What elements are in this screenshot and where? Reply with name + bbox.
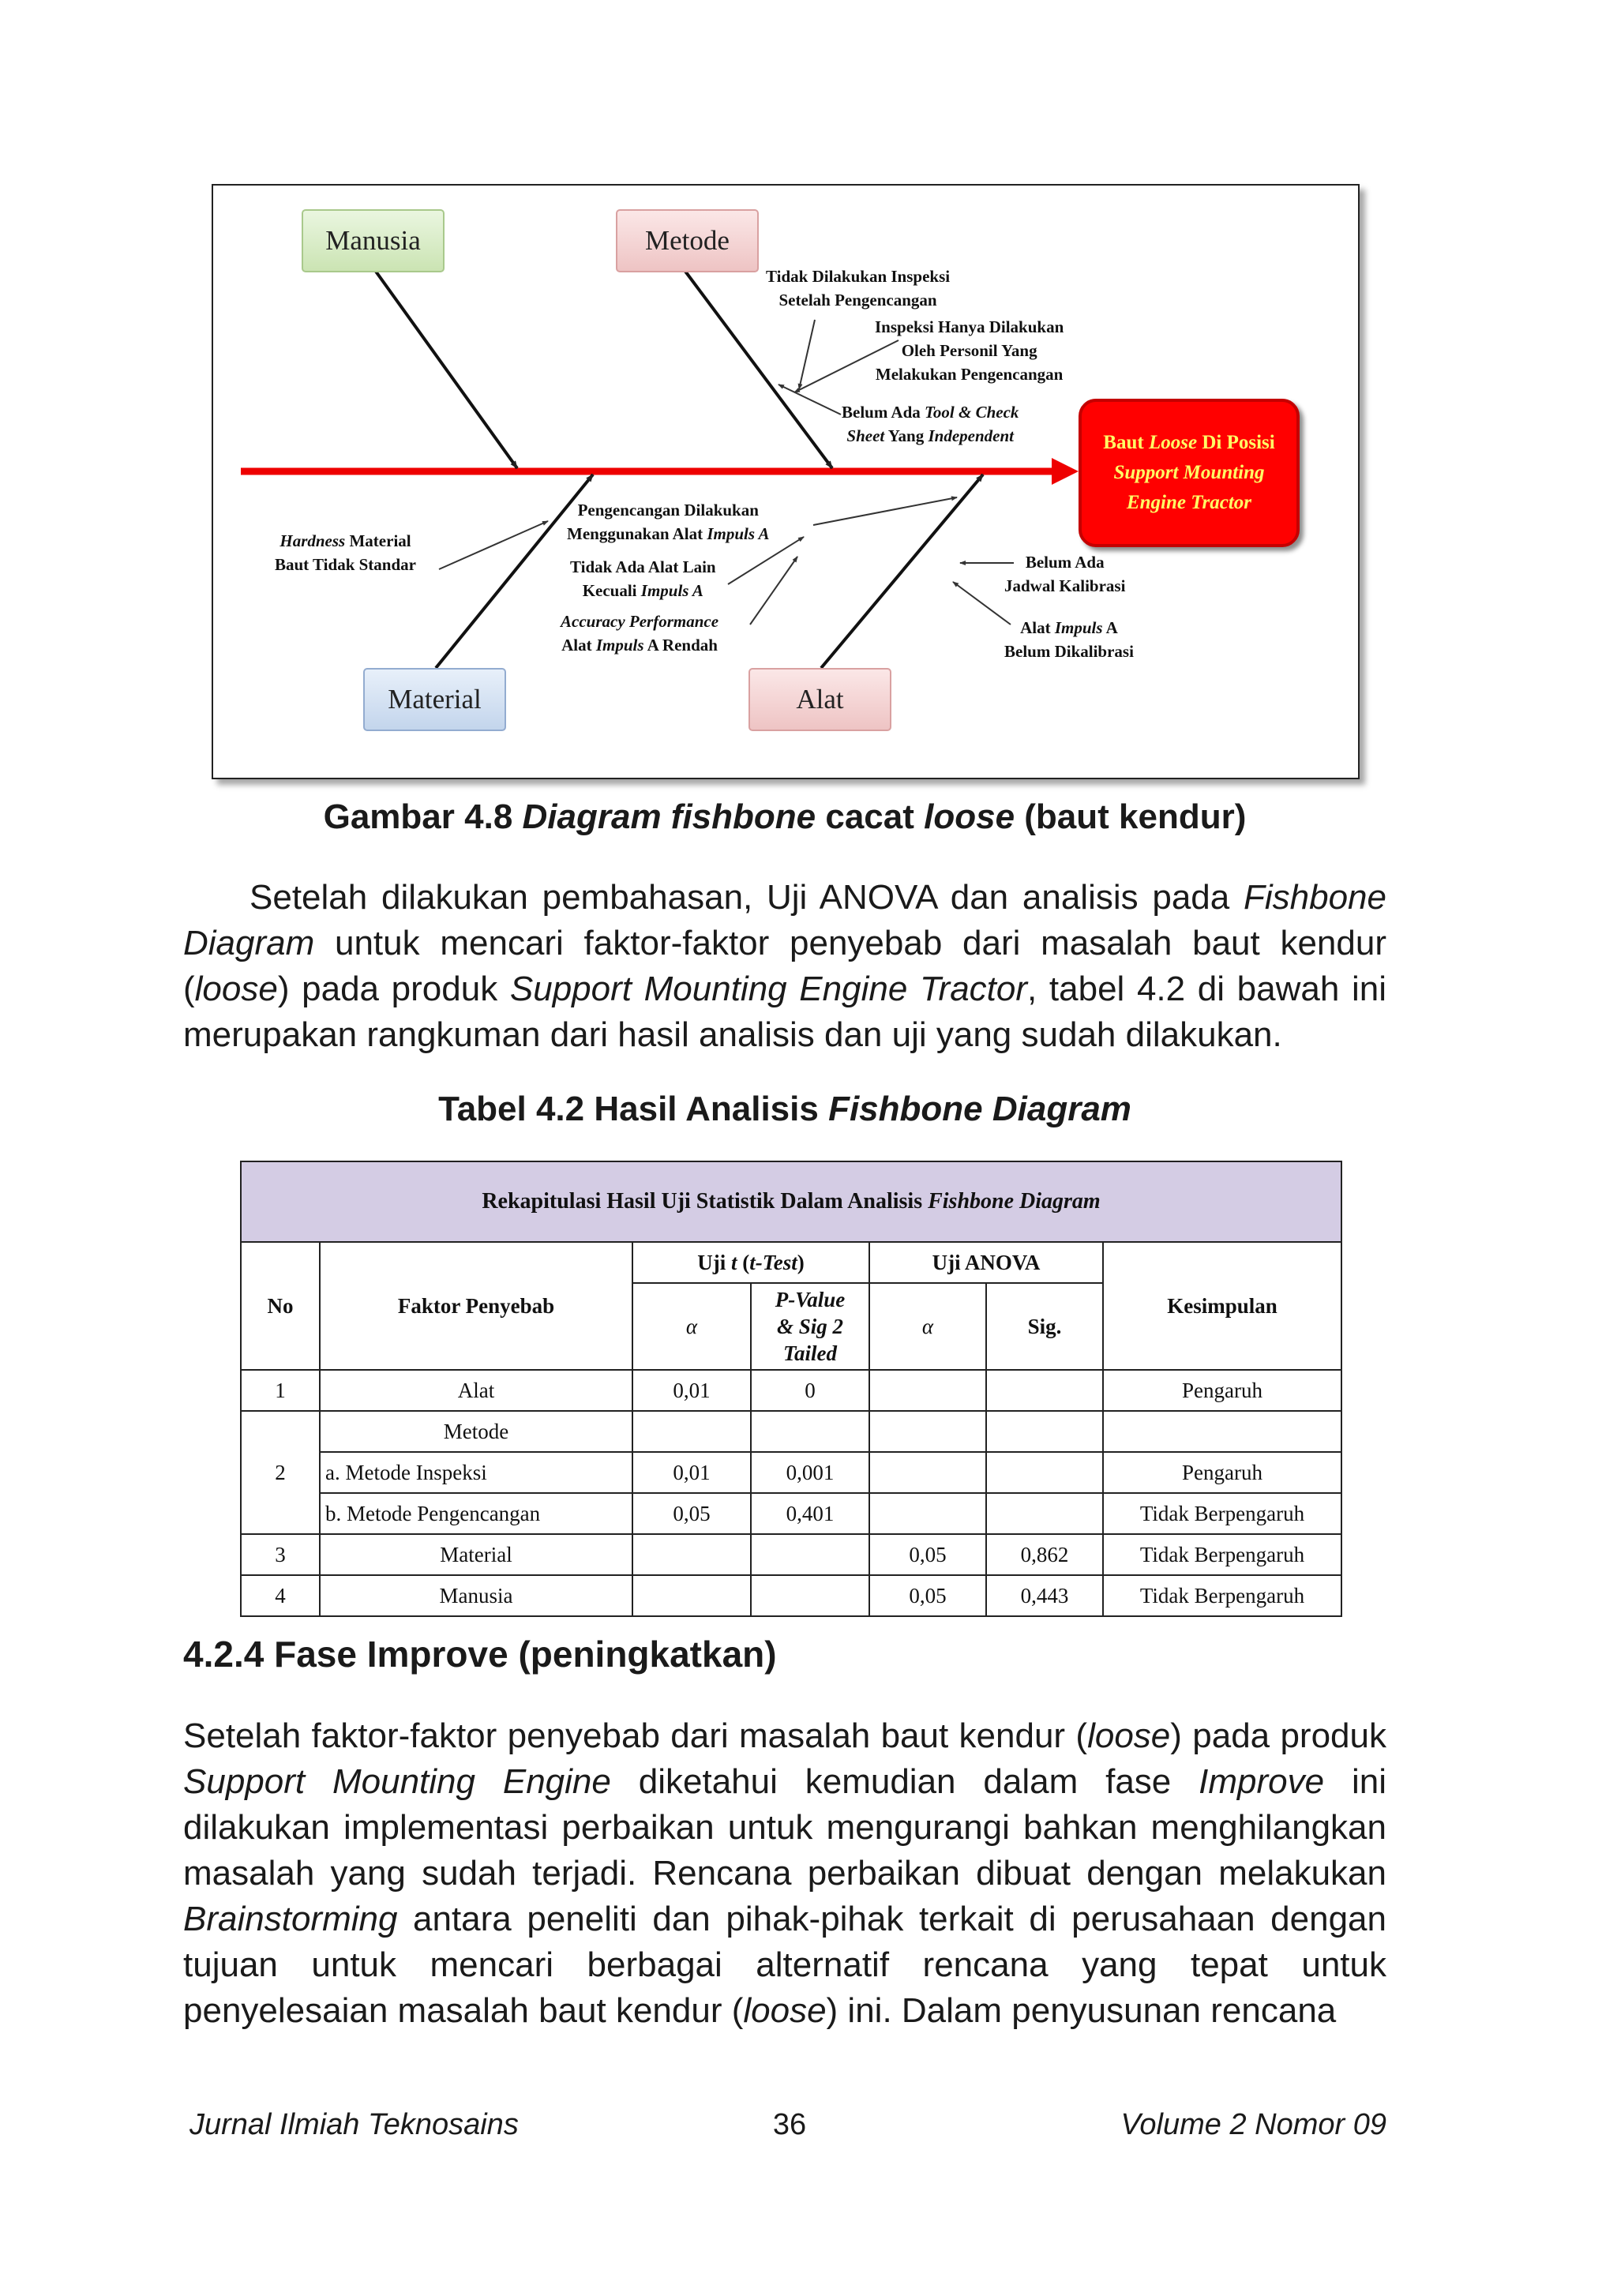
header-alpha-t [632, 1283, 751, 1370]
paragraph-text: ) ini. Dalam penyusunan rencana [826, 1991, 1337, 2030]
caption-text: cacat [816, 797, 925, 836]
cause-text: Material [345, 531, 411, 550]
category-manusia-box [302, 209, 445, 272]
cause-line: Belum Dikalibrasi [1004, 642, 1134, 661]
alpha-symbol: α [685, 1314, 698, 1338]
paragraph-text: loose [194, 970, 278, 1008]
cell-faktor: b. Metode Pengencangan [320, 1493, 632, 1534]
category-material-box [363, 668, 506, 731]
cell-a-sig: 0,443 [986, 1575, 1103, 1616]
cause-line: Setelah Pengencangan [778, 291, 937, 310]
cause-line: Jadwal Kalibrasi [1004, 576, 1126, 595]
paragraph-text: , tabel 4.2 di bawah ini merupakan rangkuman dari hasil analisis dan uji yang sudah dilakukan. [183, 970, 1387, 1054]
bone-manusia [374, 269, 517, 468]
cause-text: Impuls [595, 636, 644, 655]
cell-t-alpha [632, 1575, 751, 1616]
cause-text: Impuls [1054, 618, 1103, 637]
cell-a-alpha [869, 1370, 986, 1411]
cause-text: Belum Ada [842, 403, 925, 422]
cell-t-p [751, 1534, 869, 1575]
cell-t-alpha [632, 1534, 751, 1575]
fishbone-diagram [212, 184, 1360, 779]
category-alat-label: Alat [796, 684, 844, 715]
header-text: Uji [697, 1250, 731, 1274]
caption-text: Diagram fishbone [522, 797, 816, 836]
header-uji-anova: Uji ANOVA [869, 1242, 1103, 1283]
header-faktor: Faktor Penyebab [320, 1242, 632, 1370]
paragraph-text: loose [1087, 1716, 1171, 1755]
header-alpha-anova [869, 1283, 986, 1370]
cell-a-alpha: 0,05 [869, 1575, 986, 1616]
cause-text: Independent [928, 426, 1015, 445]
cause-text: Alat [1020, 618, 1055, 637]
effect-word-posisi: Di Posisi [1197, 432, 1275, 453]
cell-kesimpulan: Pengaruh [1103, 1452, 1341, 1493]
header-text: P-Value [775, 1288, 846, 1311]
paragraph-text: ) pada produk [277, 970, 510, 1008]
header-text: ( [737, 1250, 750, 1274]
cause-tidak-dilakukan-inspeksi [766, 264, 950, 312]
cause-text: A [1102, 618, 1118, 637]
cause-text: Sheet [846, 426, 885, 445]
cause-belum-ada-tool [842, 400, 1019, 448]
cause-text: Yang [884, 426, 929, 445]
header-pvalue [751, 1283, 869, 1370]
cause-line: Tidak Ada Alat Lain [570, 557, 716, 576]
caption-text: loose [924, 797, 1015, 836]
cell-no: 4 [241, 1575, 320, 1616]
paragraph-text: Setelah dilakukan pembahasan, Uji ANOVA dan analisis pada [249, 878, 1244, 917]
cell-kesimpulan: Tidak Berpengaruh [1103, 1534, 1341, 1575]
arrow-pengencangan [813, 497, 957, 525]
cell-t-alpha [632, 1411, 751, 1452]
header-text: t-Test [749, 1250, 797, 1274]
footer-journal: Jurnal Ilmiah Teknosains [189, 2108, 519, 2141]
cell-no: 3 [241, 1534, 320, 1575]
footer-page-number: 36 [772, 2108, 807, 2141]
cause-text: A Rendah [643, 636, 718, 655]
header-text: & Sig 2 [776, 1315, 844, 1338]
arrow-hardness [439, 521, 548, 569]
header-text: Tailed [782, 1341, 837, 1365]
paragraph-text: Improve [1199, 1762, 1325, 1801]
cause-hardness-material [275, 529, 416, 576]
table-row [241, 1534, 1341, 1575]
table-caption [183, 1090, 1386, 1129]
header-sig: Sig. [986, 1283, 1103, 1370]
paragraph-text: Setelah faktor-faktor penyebab dari masalah baut kendur ( [183, 1716, 1088, 1755]
cell-faktor: a. Metode Inspeksi [320, 1452, 632, 1493]
effect-box [1079, 399, 1300, 547]
table-title-text: Fishbone Diagram [928, 1189, 1101, 1214]
cause-line: Baut Tidak Standar [275, 555, 416, 574]
cell-t-p: 0 [751, 1370, 869, 1411]
category-material-label: Material [388, 684, 482, 715]
alpha-symbol: α [921, 1314, 934, 1338]
category-metode-box [616, 209, 759, 272]
cause-line: Melakukan Pengencangan [875, 365, 1064, 384]
table-row [241, 1370, 1341, 1411]
paragraph-text: ) pada produk [1170, 1716, 1386, 1755]
footer-volume: Volume 2 Nomor 09 [1120, 2108, 1386, 2141]
cause-text: Menggunakan Alat [567, 524, 707, 543]
cell-a-alpha [869, 1493, 986, 1534]
cause-line: Inspeksi Hanya Dilakukan [875, 317, 1064, 336]
cell-kesimpulan: Pengaruh [1103, 1370, 1341, 1411]
cause-line: Pengencangan Dilakukan [577, 501, 759, 520]
table-row [241, 1452, 1341, 1493]
section-heading: 4.2.4 Fase Improve (peningkatkan) [183, 1634, 777, 1675]
cause-belum-ada-jadwal [1004, 550, 1125, 598]
table-row [241, 1575, 1341, 1616]
caption-text: Tabel 4.2 Hasil Analisis [438, 1090, 829, 1128]
cell-t-p [751, 1575, 869, 1616]
paragraph-text: antara peneliti dan pihak-pihak terkait di perusahaan dengan tujuan untuk mencari berbagai alternatif rencana yang tepat untuk penyelesaian masalah baut kendur ( [183, 1900, 1386, 2030]
spine-arrowhead [1052, 458, 1079, 485]
figure-caption [183, 797, 1386, 837]
paragraph-text: Brainstorming [183, 1900, 398, 1938]
paragraph-text: diketahui kemudian dalam fase [610, 1762, 1199, 1801]
table-title-text: Rekapitulasi Hasil Uji Statistik Dalam Analisis [482, 1189, 929, 1214]
arrow-belum-kalibrasi [953, 582, 1011, 625]
cell-faktor: Material [320, 1534, 632, 1575]
cause-text: Tool & Check [925, 403, 1019, 422]
paragraph-text: Fishbone Diagram [183, 878, 1386, 962]
cell-a-alpha [869, 1452, 986, 1493]
paragraph-text: Support Mounting Engine [183, 1762, 611, 1801]
cell-t-alpha: 0,05 [632, 1493, 751, 1534]
caption-text: Gambar 4.8 [323, 797, 523, 836]
cell-faktor: Metode [320, 1411, 632, 1452]
header-kesimpulan: Kesimpulan [1103, 1242, 1341, 1370]
cell-a-sig [986, 1370, 1103, 1411]
cell-t-p [751, 1411, 869, 1452]
cause-text: Accuracy Performance [561, 612, 719, 631]
effect-line-support: Support Mounting [1113, 462, 1265, 483]
cause-alat-belum-dikalibrasi [1004, 616, 1134, 663]
paragraph-improve [183, 1713, 1386, 2034]
header-text: t [730, 1250, 737, 1274]
cell-a-sig [986, 1411, 1103, 1452]
effect-line-engine: Engine Tractor [1126, 492, 1252, 513]
effect-text [1103, 428, 1274, 518]
paragraph-text: loose [743, 1991, 827, 2030]
cell-kesimpulan: Tidak Berpengaruh [1103, 1575, 1341, 1616]
cell-faktor: Alat [320, 1370, 632, 1411]
header-text: ) [797, 1250, 805, 1274]
header-no: No [241, 1242, 320, 1370]
arrow-inspeksi-setelah [799, 320, 815, 389]
cell-t-alpha: 0,01 [632, 1370, 751, 1411]
cell-no: 1 [241, 1370, 320, 1411]
cause-pengencangan-dilakukan [567, 498, 770, 546]
category-metode-label: Metode [645, 225, 730, 256]
table-row [241, 1411, 1341, 1452]
cause-line: Oleh Personil Yang [901, 341, 1037, 360]
table-row [241, 1493, 1341, 1534]
cell-a-alpha: 0,05 [869, 1534, 986, 1575]
cell-t-alpha: 0,01 [632, 1452, 751, 1493]
paragraph-text: untuk mencari faktor-faktor penyebab dari masalah baut kendur ( [183, 924, 1386, 1008]
cause-text: Kecuali [582, 581, 641, 600]
cause-text: Hardness [280, 531, 346, 550]
cause-text: Impuls A [707, 524, 770, 543]
cell-a-alpha [869, 1411, 986, 1452]
cause-text: Alat [561, 636, 596, 655]
cell-t-p: 0,401 [751, 1493, 869, 1534]
paragraph-text: ini dilakukan implementasi perbaikan untuk mengurangi bahkan menghilangkan masalah yang sudah terjadi. Rencana perbaikan dibuat dengan melakukan [183, 1762, 1387, 1893]
caption-text: Fishbone Diagram [828, 1090, 1131, 1128]
header-uji-t [632, 1242, 869, 1283]
bone-alat [821, 475, 983, 668]
cell-kesimpulan: Tidak Berpengaruh [1103, 1493, 1341, 1534]
category-alat-box [748, 668, 891, 731]
cell-a-sig: 0,862 [986, 1534, 1103, 1575]
cause-line: Belum Ada [1025, 553, 1105, 572]
cell-faktor: Manusia [320, 1575, 632, 1616]
cell-no: 2 [241, 1411, 320, 1534]
cell-kesimpulan [1103, 1411, 1341, 1452]
caption-text: (baut kendur) [1015, 797, 1247, 836]
cell-t-p: 0,001 [751, 1452, 869, 1493]
table-title [241, 1161, 1341, 1242]
cell-a-sig [986, 1493, 1103, 1534]
cause-text: Impuls A [640, 581, 703, 600]
cause-line: Tidak Dilakukan Inspeksi [766, 267, 951, 286]
cause-inspeksi-hanya-dilakukan [875, 315, 1064, 386]
category-manusia-label: Manusia [325, 225, 421, 256]
cell-a-sig [986, 1452, 1103, 1493]
statistics-table [240, 1161, 1342, 1617]
paragraph-intro [183, 875, 1386, 1058]
paragraph-text: Support Mounting Engine Tractor [509, 970, 1028, 1008]
cause-accuracy-performance [561, 610, 718, 657]
effect-word-loose: Loose [1148, 432, 1198, 453]
effect-word-baut: Baut [1103, 432, 1149, 453]
cause-tidak-ada-alat-lain [570, 555, 716, 602]
